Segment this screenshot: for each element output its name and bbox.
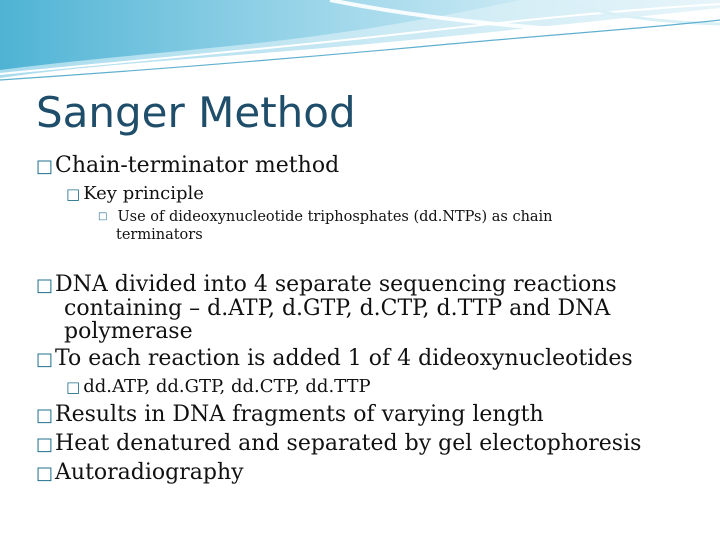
bullet-level2 [66, 183, 204, 204]
bullet-icon: □ [66, 185, 81, 203]
bullet-icon: □ [36, 275, 54, 296]
bullet-icon: □ [36, 349, 54, 370]
bullet-text: Key principle [83, 183, 204, 204]
bullet-text: dd.ATP, dd.GTP, dd.CTP, dd.TTP [83, 376, 371, 397]
bullet-level1 [36, 460, 244, 485]
bullet-text-line1: Use of dideoxynucleotide triphosphates (dd.NTPs) as chain [117, 209, 553, 225]
bullet-icon: □ [98, 211, 108, 222]
bullet-level1 [36, 431, 641, 456]
bullet-text-line1: DNA divided into 4 separate sequencing reactions [55, 272, 617, 297]
bullet-level3 [98, 209, 553, 225]
bullet-level1 [36, 346, 633, 371]
bullet-level1-continuation: polymerase [64, 319, 193, 344]
bullet-icon: □ [36, 434, 54, 455]
bullet-level3-continuation: terminators [116, 227, 203, 243]
bullet-text: Autoradiography [55, 460, 244, 485]
bullet-level1 [36, 402, 544, 427]
slide-title: Sanger Method [36, 88, 356, 137]
bullet-icon: □ [36, 463, 54, 484]
bullet-level2 [66, 376, 371, 397]
bullet-level1 [36, 272, 617, 297]
bullet-text: Chain-terminator method [55, 153, 340, 178]
bullet-level1 [36, 153, 339, 178]
bullet-icon: □ [36, 405, 54, 426]
bullet-text: To each reaction is added 1 of 4 dideoxynucleotides [55, 346, 633, 371]
bullet-icon: □ [66, 378, 81, 396]
bullet-level1-continuation: containing – d.ATP, d.GTP, d.CTP, d.TTP and DNA [64, 296, 611, 321]
bullet-text: Results in DNA fragments of varying length [55, 402, 544, 427]
bullet-icon: □ [36, 156, 54, 177]
bullet-text: Heat denatured and separated by gel electophoresis [55, 431, 642, 456]
